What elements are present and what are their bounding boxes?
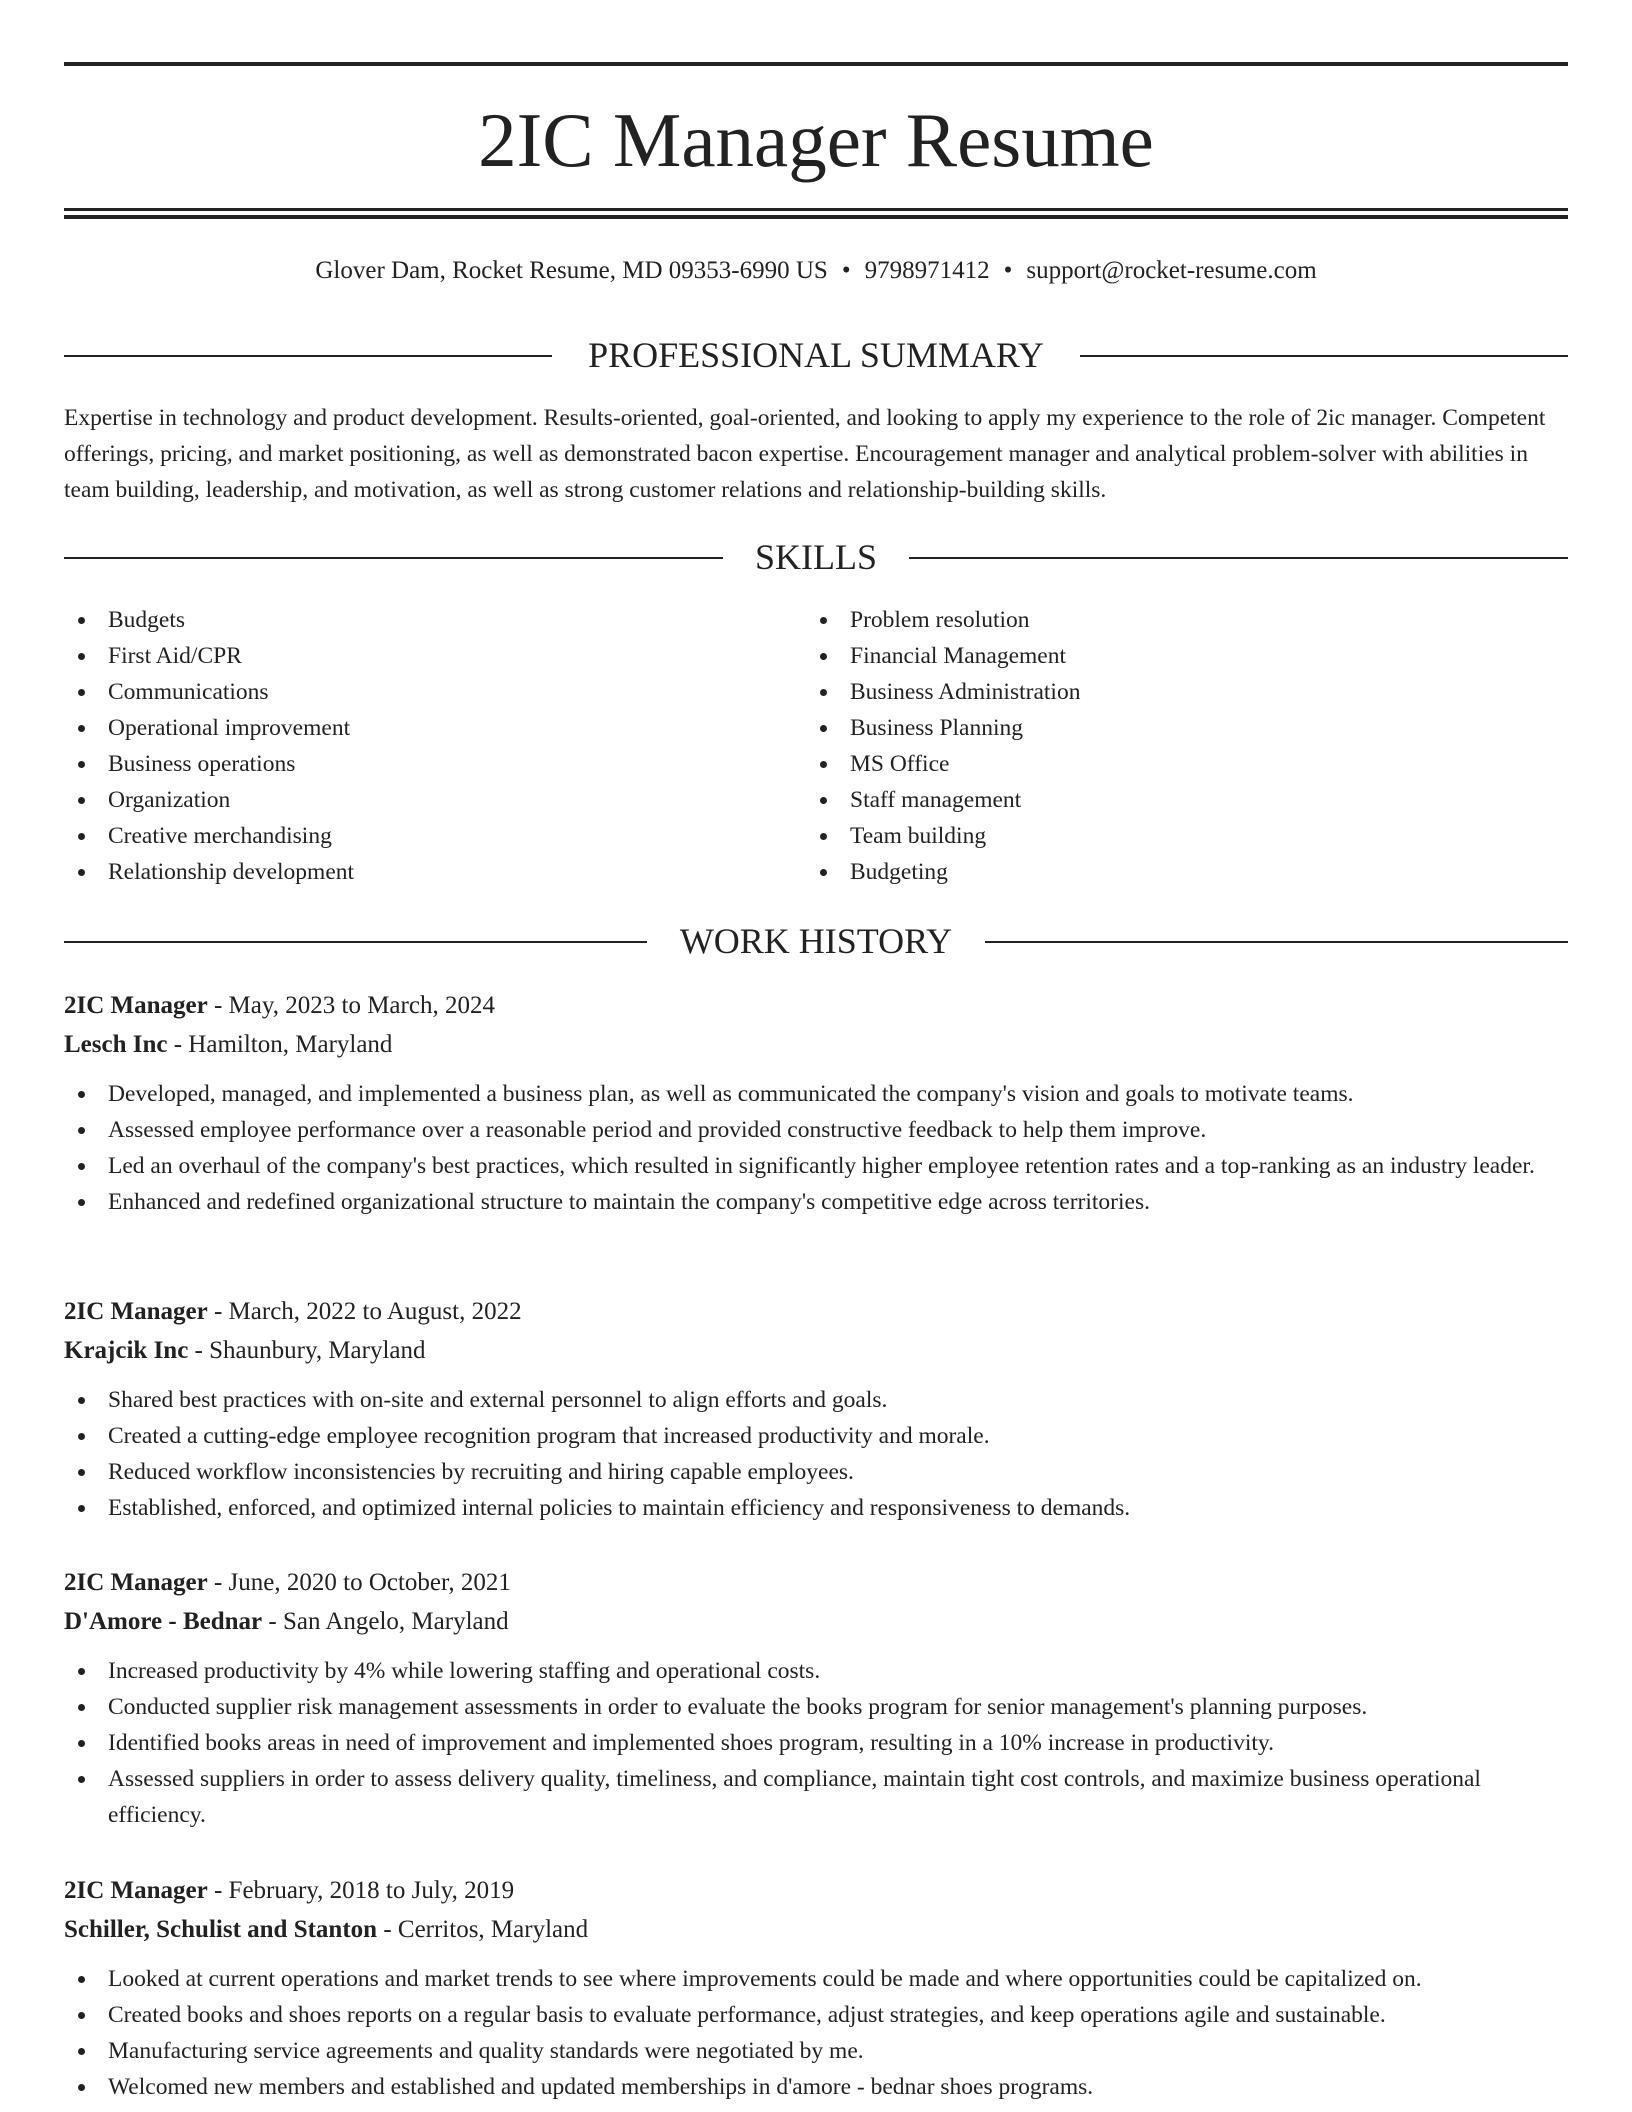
skill-item: Business Planning: [806, 710, 1080, 746]
duty-item: Increased productivity by 4% while lowering staffing and operational costs.: [64, 1653, 1568, 1689]
job-location: - Hamilton, Maryland: [167, 1031, 393, 1058]
skills-column-left: [64, 602, 354, 890]
job-title: 2IC Manager: [64, 1569, 208, 1596]
job-entry: [64, 1292, 1568, 1526]
job-entry: [64, 1871, 1568, 2105]
duty-item: Looked at current operations and market trends to see where improvements could be made and where opportunities could be capitalized on.: [64, 1961, 1568, 1997]
title-double-rule: [64, 208, 1568, 219]
skills-heading: SKILLS: [64, 535, 1568, 579]
duty-item: Created a cutting-edge employee recognition program that increased productivity and morale.: [64, 1418, 1568, 1454]
skill-item: First Aid/CPR: [64, 638, 354, 674]
skill-item: Business Administration: [806, 674, 1080, 710]
duty-item: Created books and shoes reports on a regular basis to evaluate performance, adjust strategies, and keep operations agile and sustainable.: [64, 1997, 1568, 2033]
duty-item: Assessed employee performance over a reasonable period and provided constructive feedback to help them improve.: [64, 1112, 1568, 1148]
duty-item: Conducted supplier risk management assessments in order to evaluate the books program for senior management's planning purposes.: [64, 1689, 1568, 1725]
job-title-line: [64, 1563, 1568, 1602]
job-dates: - May, 2023 to March, 2024: [207, 992, 495, 1019]
job-title-line: [64, 986, 1568, 1025]
job-location: - San Angelo, Maryland: [262, 1608, 509, 1635]
skill-item: Budgeting: [806, 854, 1080, 890]
resume-title: 2IC Manager Resume: [478, 97, 1154, 183]
duty-item: Welcomed new members and established and updated memberships in d'amore - bednar shoes programs.: [64, 2069, 1568, 2105]
job-duties: [64, 1076, 1568, 1220]
job-title: 2IC Manager: [64, 992, 208, 1019]
job-dates: - June, 2020 to October, 2021: [207, 1569, 511, 1596]
duty-item: Enhanced and redefined organizational structure to maintain the company's competitive edge across territories.: [64, 1184, 1568, 1220]
skill-item: Relationship development: [64, 854, 354, 890]
skill-item: Budgets: [64, 602, 354, 638]
duty-item: Developed, managed, and implemented a business plan, as well as communicated the company's vision and goals to motivate teams.: [64, 1076, 1568, 1112]
job-company: D'Amore - Bednar: [64, 1608, 263, 1635]
job-company-line: [64, 1025, 1568, 1064]
summary-text: Expertise in technology and product development. Results-oriented, goal-oriented, and looking to apply my experience to the role of 2ic manager. Competent offerings, pricing, and market positioning, as well as demonstrated bacon expertise. Encouragement manager and analytical problem-solver with abilities in team building, leadership, and motivation, as well as strong customer relations and relationship-building skills.: [64, 405, 1546, 503]
job-title: 2IC Manager: [64, 1298, 208, 1325]
job-title-line: [64, 1292, 1568, 1331]
contact-line: [64, 254, 1568, 288]
summary-section-header: [64, 333, 1568, 377]
contact-address: Glover Dam, Rocket Resume, MD 09353-6990 US: [315, 257, 828, 284]
skill-item: Financial Management: [806, 638, 1080, 674]
job-location: - Shaunbury, Maryland: [188, 1337, 426, 1364]
job-dates: - March, 2022 to August, 2022: [207, 1298, 522, 1325]
job-company-line: [64, 1602, 1568, 1641]
duty-item: Established, enforced, and optimized internal policies to maintain efficiency and responsiveness to demands.: [64, 1490, 1568, 1526]
duty-item: Assessed suppliers in order to assess delivery quality, timeliness, and compliance, maintain tight cost controls, and maximize business operational efficiency.: [64, 1761, 1568, 1833]
skill-item: Operational improvement: [64, 710, 354, 746]
work-section-header: [64, 919, 1568, 963]
job-duties: [64, 1382, 1568, 1526]
contact-email: support@rocket-resume.com: [1026, 257, 1317, 284]
job-company: Schiller, Schulist and Stanton: [64, 1916, 378, 1943]
job-entry: [64, 986, 1568, 1220]
job-title: 2IC Manager: [64, 1877, 208, 1904]
duty-item: Shared best practices with on-site and external personnel to align efforts and goals.: [64, 1382, 1568, 1418]
job-company-line: [64, 1331, 1568, 1370]
skills-section-header: [64, 535, 1568, 579]
job-duties: [64, 1961, 1568, 2105]
top-rule: [64, 62, 1568, 66]
duty-item: Identified books areas in need of improvement and implemented shoes program, resulting in a 10% increase in productivity.: [64, 1725, 1568, 1761]
duty-item: Reduced workflow inconsistencies by recruiting and hiring capable employees.: [64, 1454, 1568, 1490]
skill-item: Business operations: [64, 746, 354, 782]
job-location: - Cerritos, Maryland: [377, 1916, 589, 1943]
skill-item: Team building: [806, 818, 1080, 854]
job-title-line: [64, 1871, 1568, 1910]
job-company: Krajcik Inc: [64, 1337, 189, 1364]
skill-item: Communications: [64, 674, 354, 710]
skill-item: Problem resolution: [806, 602, 1080, 638]
work-heading: WORK HISTORY: [64, 919, 1568, 963]
skill-item: MS Office: [806, 746, 1080, 782]
skills-column-right: [806, 602, 1080, 890]
job-company: Lesch Inc: [64, 1031, 168, 1058]
job-company-line: [64, 1910, 1568, 1949]
skill-item: Staff management: [806, 782, 1080, 818]
skill-item: Organization: [64, 782, 354, 818]
summary-heading: PROFESSIONAL SUMMARY: [64, 333, 1568, 377]
job-duties: [64, 1653, 1568, 1833]
contact-phone: 9798971412: [864, 257, 990, 284]
duty-item: Led an overhaul of the company's best practices, which resulted in significantly higher employee retention rates and a top-ranking as an industry leader.: [64, 1148, 1568, 1184]
contact-separator: •: [841, 257, 851, 284]
skill-item: Creative merchandising: [64, 818, 354, 854]
contact-separator: •: [1003, 257, 1013, 284]
job-entry: [64, 1563, 1568, 1833]
duty-item: Manufacturing service agreements and quality standards were negotiated by me.: [64, 2033, 1568, 2069]
job-dates: - February, 2018 to July, 2019: [207, 1877, 515, 1904]
